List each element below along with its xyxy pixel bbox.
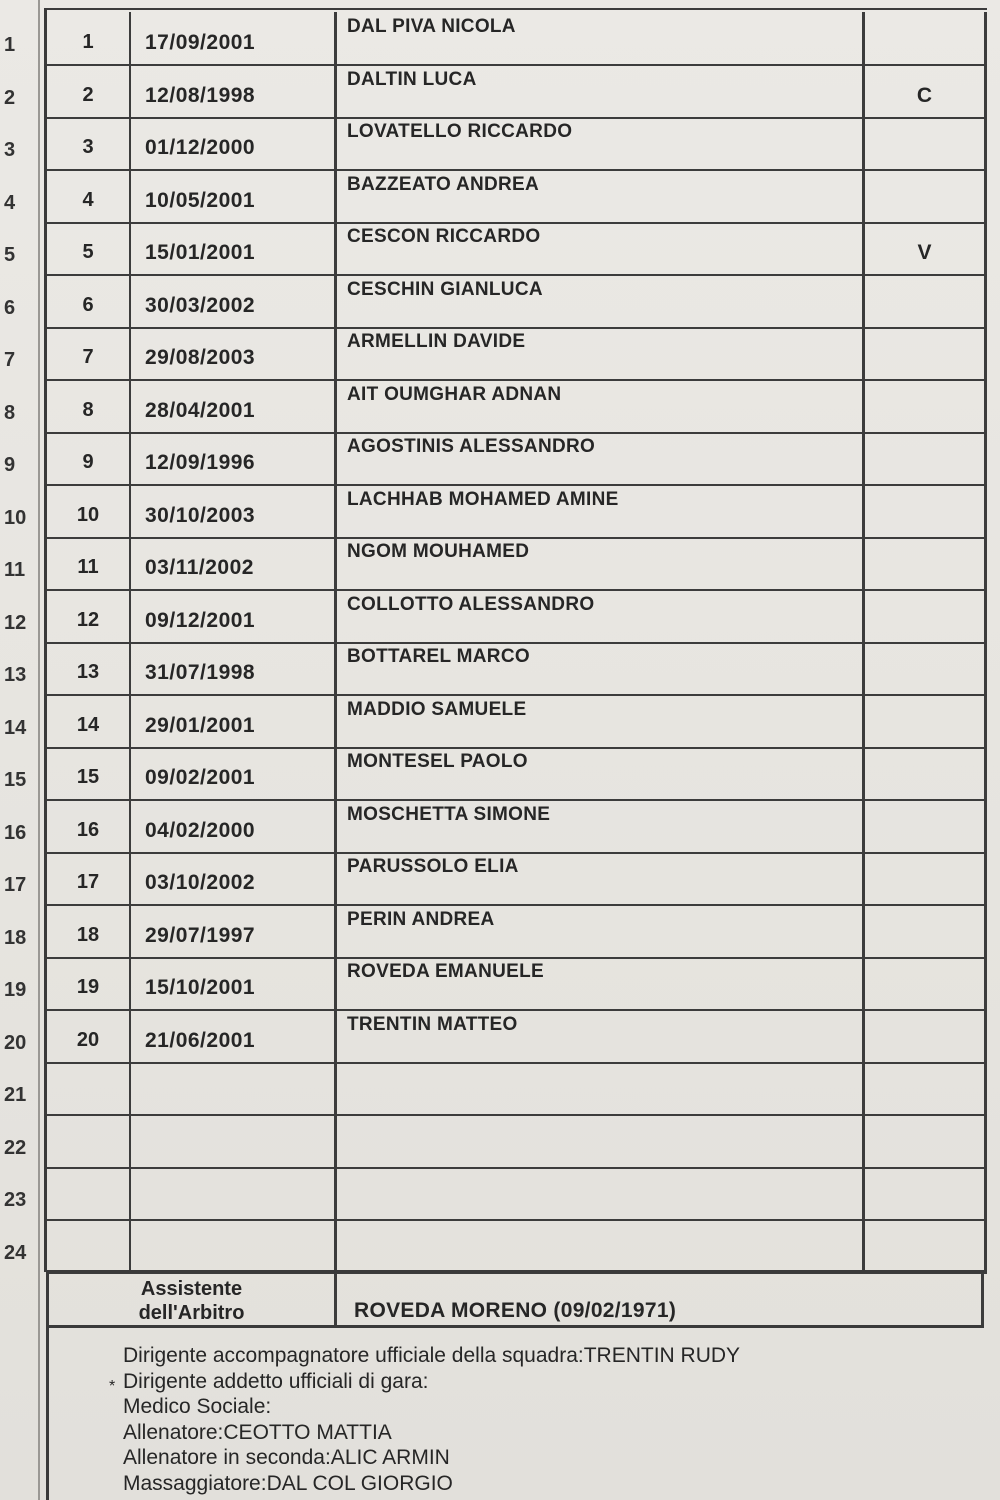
player-birthdate: 12/08/1998 <box>131 65 337 117</box>
row-number: 3 <box>4 139 16 161</box>
row-number: 6 <box>4 296 16 319</box>
player-number: 9 <box>47 432 131 484</box>
player-name: MONTESEL PAOLO <box>337 747 865 799</box>
player-name: BAZZEATO ANDREA <box>337 170 865 222</box>
player-name: LACHHAB MOHAMED AMINE <box>337 485 865 537</box>
table-row <box>47 590 987 644</box>
player-name: TRENTIN MATTEO <box>337 1010 865 1062</box>
table-row <box>47 695 987 749</box>
row-number: 22 <box>4 1136 27 1159</box>
table-row <box>47 1115 987 1169</box>
row-number: 16 <box>4 821 27 844</box>
player-name: DAL PIVA NICOLA <box>337 12 865 64</box>
table-row <box>47 275 987 329</box>
table-row <box>47 1062 987 1116</box>
row-number: 2 <box>4 86 16 109</box>
asterisk-mark: * <box>109 1378 116 1395</box>
player-number: 7 <box>47 327 131 379</box>
player-role <box>865 275 987 327</box>
player-birthdate <box>131 1220 337 1272</box>
player-role: C <box>865 65 987 117</box>
player-birthdate: 15/01/2001 <box>131 222 337 274</box>
table-row <box>47 537 987 591</box>
table-row <box>47 170 987 224</box>
row-number: 7 <box>4 349 16 371</box>
player-role: V <box>865 222 987 274</box>
staff-line: Allenatore in seconda:ALIC ARMIN <box>123 1446 450 1469</box>
player-number: 4 <box>47 170 131 222</box>
staff-line: Massaggiatore:DAL COL GIORGIO <box>123 1471 453 1495</box>
table-row <box>47 800 987 854</box>
row-number: 1 <box>4 34 16 56</box>
player-number: 6 <box>47 275 131 327</box>
player-name: ARMELLIN DAVIDE <box>337 327 865 379</box>
player-role <box>865 905 987 957</box>
player-role <box>865 1167 987 1219</box>
player-role <box>865 695 987 747</box>
player-name: COLLOTTO ALESSANDRO <box>337 590 865 642</box>
player-name: ROVEDA EMANUELE <box>337 957 865 1009</box>
player-birthdate: 10/05/2001 <box>131 170 337 222</box>
table-row <box>47 1220 987 1274</box>
table-row <box>47 485 987 539</box>
table-row <box>47 432 987 486</box>
player-name: LOVATELLO RICCARDO <box>337 117 865 169</box>
referee-assistant-row <box>46 1270 984 1328</box>
referee-assistant-divider <box>981 1273 984 1325</box>
player-number: 8 <box>47 380 131 432</box>
player-role <box>865 852 987 904</box>
player-name: AGOSTINIS ALESSANDRO <box>337 432 865 484</box>
player-role <box>865 747 987 799</box>
table-row <box>47 1167 987 1221</box>
player-role <box>865 537 987 589</box>
player-birthdate: 21/06/2001 <box>131 1010 337 1062</box>
player-birthdate: 09/12/2001 <box>131 590 337 642</box>
player-role <box>865 12 987 64</box>
player-birthdate: 31/07/1998 <box>131 642 337 694</box>
row-number: 14 <box>4 716 27 739</box>
row-number: 19 <box>4 979 27 1001</box>
player-birthdate: 01/12/2000 <box>131 117 337 169</box>
row-number: 12 <box>4 611 27 634</box>
player-birthdate: 03/11/2002 <box>131 537 337 589</box>
row-number: 13 <box>4 664 27 686</box>
player-name: DALTIN LUCA <box>337 65 865 117</box>
row-number: 20 <box>4 1031 27 1054</box>
player-role <box>865 380 987 432</box>
player-role <box>865 1115 987 1167</box>
row-number: 9 <box>4 454 16 476</box>
table-row <box>47 12 987 66</box>
row-number: 21 <box>4 1084 27 1106</box>
table-row <box>47 852 987 906</box>
player-number: 16 <box>47 800 131 852</box>
player-role <box>865 327 987 379</box>
table-row <box>47 957 987 1011</box>
player-number: 19 <box>47 957 131 1009</box>
player-role <box>865 642 987 694</box>
staff-line: Dirigente accompagnatore ufficiale della squadra:TRENTIN RUDY <box>123 1344 741 1367</box>
staff-section <box>46 1328 984 1500</box>
player-role <box>865 590 987 642</box>
row-number: 8 <box>4 401 16 424</box>
table-row <box>47 222 987 276</box>
row-number: 5 <box>4 244 16 266</box>
player-birthdate: 04/02/2000 <box>131 800 337 852</box>
player-birthdate: 29/08/2003 <box>131 327 337 379</box>
table-row <box>47 747 987 801</box>
player-name <box>337 1220 865 1272</box>
row-number: 11 <box>4 559 26 581</box>
player-role <box>865 800 987 852</box>
player-role <box>865 432 987 484</box>
player-name: AIT OUMGHAR ADNAN <box>337 380 865 432</box>
player-birthdate: 30/03/2002 <box>131 275 337 327</box>
staff-line: Dirigente addetto ufficiali di gara: <box>123 1369 429 1393</box>
sheet-left-edge <box>38 0 40 1500</box>
row-number: 4 <box>4 191 16 214</box>
player-name: PERIN ANDREA <box>337 905 865 957</box>
staff-line: Medico Sociale: <box>123 1395 272 1418</box>
row-number: 24 <box>4 1241 27 1264</box>
player-number: 5 <box>47 222 131 274</box>
table-row <box>47 327 987 381</box>
player-number: 10 <box>47 485 131 537</box>
player-birthdate: 30/10/2003 <box>131 485 337 537</box>
referee-assistant-label-line1: Assistente <box>140 1278 243 1300</box>
player-number <box>47 1220 131 1272</box>
staff-line: Allenatore:CEOTTO MATTIA <box>123 1420 392 1444</box>
player-name: MOSCHETTA SIMONE <box>337 800 865 852</box>
player-name <box>337 1167 865 1219</box>
row-number: 10 <box>4 506 27 529</box>
referee-assistant-value: ROVEDA MORENO (09/02/1971) <box>354 1299 677 1322</box>
player-name <box>337 1115 865 1167</box>
table-row <box>47 905 987 959</box>
player-name <box>337 1062 865 1114</box>
player-number: 20 <box>47 1010 131 1062</box>
player-number: 12 <box>47 590 131 642</box>
player-role <box>865 117 987 169</box>
player-birthdate: 29/07/1997 <box>131 905 337 957</box>
player-number: 1 <box>47 12 131 64</box>
player-birthdate <box>131 1115 337 1167</box>
table-row <box>47 1010 987 1064</box>
table-top-border <box>47 8 987 10</box>
player-name: CESCHIN GIANLUCA <box>337 275 865 327</box>
player-role <box>865 485 987 537</box>
player-role <box>865 1062 987 1114</box>
player-table <box>44 8 987 1272</box>
row-number: 15 <box>4 769 27 791</box>
player-role <box>865 1220 987 1272</box>
player-birthdate: 17/09/2001 <box>131 12 337 64</box>
player-number <box>47 1062 131 1114</box>
player-birthdate: 15/10/2001 <box>131 957 337 1009</box>
table-row <box>47 117 987 171</box>
player-role <box>865 170 987 222</box>
player-name: PARUSSOLO ELIA <box>337 852 865 904</box>
player-number: 14 <box>47 695 131 747</box>
player-number: 18 <box>47 905 131 957</box>
player-number: 3 <box>47 117 131 169</box>
player-number: 2 <box>47 65 131 117</box>
player-name: BOTTAREL MARCO <box>337 642 865 694</box>
table-row <box>47 65 987 119</box>
player-role <box>865 957 987 1009</box>
player-number: 17 <box>47 852 131 904</box>
player-birthdate: 12/09/1996 <box>131 432 337 484</box>
player-number: 13 <box>47 642 131 694</box>
player-name: CESCON RICCARDO <box>337 222 865 274</box>
row-number: 18 <box>4 926 27 949</box>
player-role <box>865 1010 987 1062</box>
player-birthdate: 03/10/2002 <box>131 852 337 904</box>
player-name: MADDIO SAMUELE <box>337 695 865 747</box>
table-row <box>47 642 987 696</box>
table-row <box>47 380 987 434</box>
row-number: 17 <box>4 874 27 896</box>
player-birthdate: 09/02/2001 <box>131 747 337 799</box>
player-number: 11 <box>47 537 131 589</box>
referee-assistant-label <box>49 1273 337 1325</box>
player-number <box>47 1167 131 1219</box>
player-birthdate <box>131 1167 337 1219</box>
row-number: 23 <box>4 1189 27 1211</box>
player-number <box>47 1115 131 1167</box>
player-number: 15 <box>47 747 131 799</box>
referee-assistant-label-line2: dell'Arbitro <box>138 1302 245 1324</box>
player-birthdate: 28/04/2001 <box>131 380 337 432</box>
player-name: NGOM MOUHAMED <box>337 537 865 589</box>
player-birthdate: 29/01/2001 <box>131 695 337 747</box>
player-birthdate <box>131 1062 337 1114</box>
